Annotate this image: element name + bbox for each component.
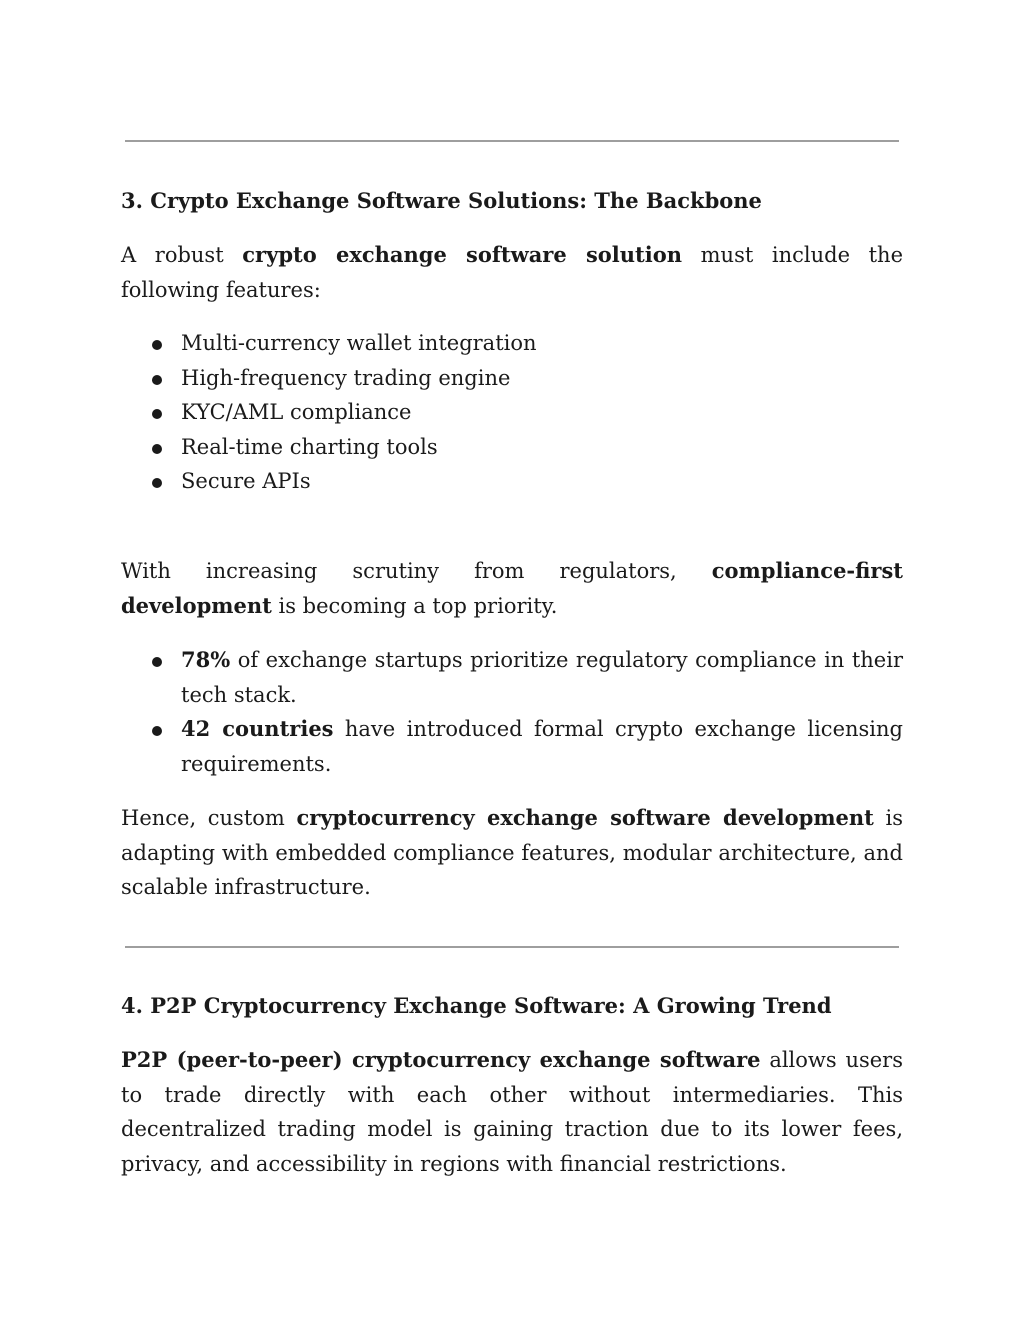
scrutiny-text-post: is becoming a top priority. [271, 593, 558, 618]
scrutiny-text-pre: With increasing scrutiny from regulators, [121, 559, 712, 583]
features-list [121, 326, 903, 499]
intro-text-post: must include the following features: [121, 243, 904, 302]
hence-paragraph [121, 801, 903, 905]
stat-text: of exchange startups prioritize regulatory compliance in their tech stack. [181, 648, 903, 707]
stat-bold: 78% [181, 647, 231, 672]
feature-text: High-frequency trading engine [181, 365, 511, 390]
list-item [121, 395, 903, 430]
section3-intro [121, 238, 903, 307]
bullet-icon [152, 409, 162, 419]
p2p-text-bold: P2P (peer-to-peer) cryptocurrency exchange software [121, 1047, 761, 1072]
list-item [121, 430, 903, 465]
hence-text-post: is adapting with embedded compliance features, modular architecture, and scalable infrastructure. [121, 806, 904, 899]
feature-text: Multi-currency wallet integration [181, 331, 537, 355]
intro-text-pre: A robust [121, 243, 243, 267]
middle-divider [125, 946, 899, 948]
scrutiny-paragraph [121, 554, 903, 623]
feature-text: Secure APIs [181, 469, 311, 493]
scrutiny-text-bold: compliance-first development [121, 558, 903, 618]
section4-heading: 4. P2P Cryptocurrency Exchange Software: A Growing Trend [121, 993, 832, 1018]
hence-text-pre: Hence, custom [121, 806, 297, 830]
bullet-icon [152, 340, 162, 350]
list-item [121, 643, 903, 712]
section3-heading: 3. Crypto Exchange Software Solutions: The Backbone [121, 188, 762, 213]
p2p-text-post: allows users to trade directly with each other without intermediaries. This decentralized trading model is gaining traction due to its lower fees, privacy, and accessibility in regions with financial restrictions. [121, 1048, 903, 1176]
stat-bold: 42 countries [181, 716, 334, 741]
stats-list [121, 643, 903, 781]
bullet-icon [152, 375, 162, 385]
bullet-icon [152, 726, 162, 736]
bullet-icon [152, 657, 162, 667]
bullet-icon [152, 478, 162, 488]
intro-text-bold: crypto exchange software solution [242, 242, 683, 267]
feature-text: Real-time charting tools [181, 434, 438, 459]
list-item [121, 464, 903, 499]
list-item [121, 712, 903, 781]
top-divider [125, 140, 899, 142]
section4-intro [121, 1043, 903, 1181]
stat-text: have introduced formal crypto exchange licensing requirements. [181, 717, 903, 776]
list-item [121, 326, 903, 361]
hence-text-bold: cryptocurrency exchange software development [296, 805, 874, 830]
feature-text: KYC/AML compliance [181, 400, 412, 424]
bullet-icon [152, 444, 162, 454]
list-item [121, 361, 903, 396]
